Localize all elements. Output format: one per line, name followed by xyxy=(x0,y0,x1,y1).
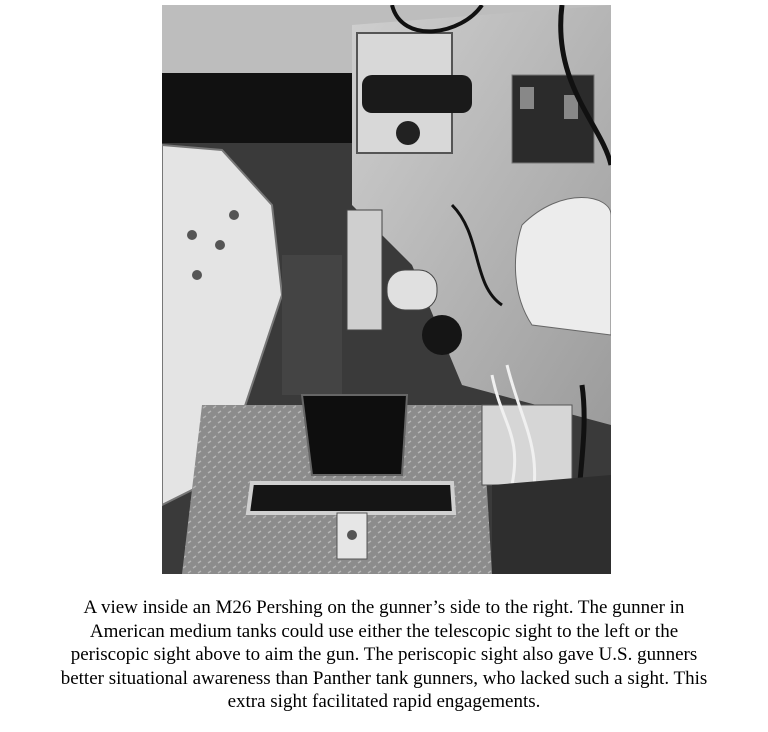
caption-line: periscopic sight above to aim the gun. The periscopic sight also gave U.S. gunners xyxy=(70,644,698,665)
tank-interior-photo xyxy=(162,5,611,574)
photo-caption xyxy=(18,596,750,714)
caption-line: A view inside an M26 Pershing on the gunner’s side to the right. The gunner in xyxy=(83,597,685,618)
caption-line: extra sight facilitated rapid engagements. xyxy=(227,691,541,712)
caption-line: American medium tanks could use either the telescopic sight to the left or the xyxy=(89,620,679,642)
caption-line: better situational awareness than Panther tank gunners, who lacked such a sight. This xyxy=(60,667,708,689)
